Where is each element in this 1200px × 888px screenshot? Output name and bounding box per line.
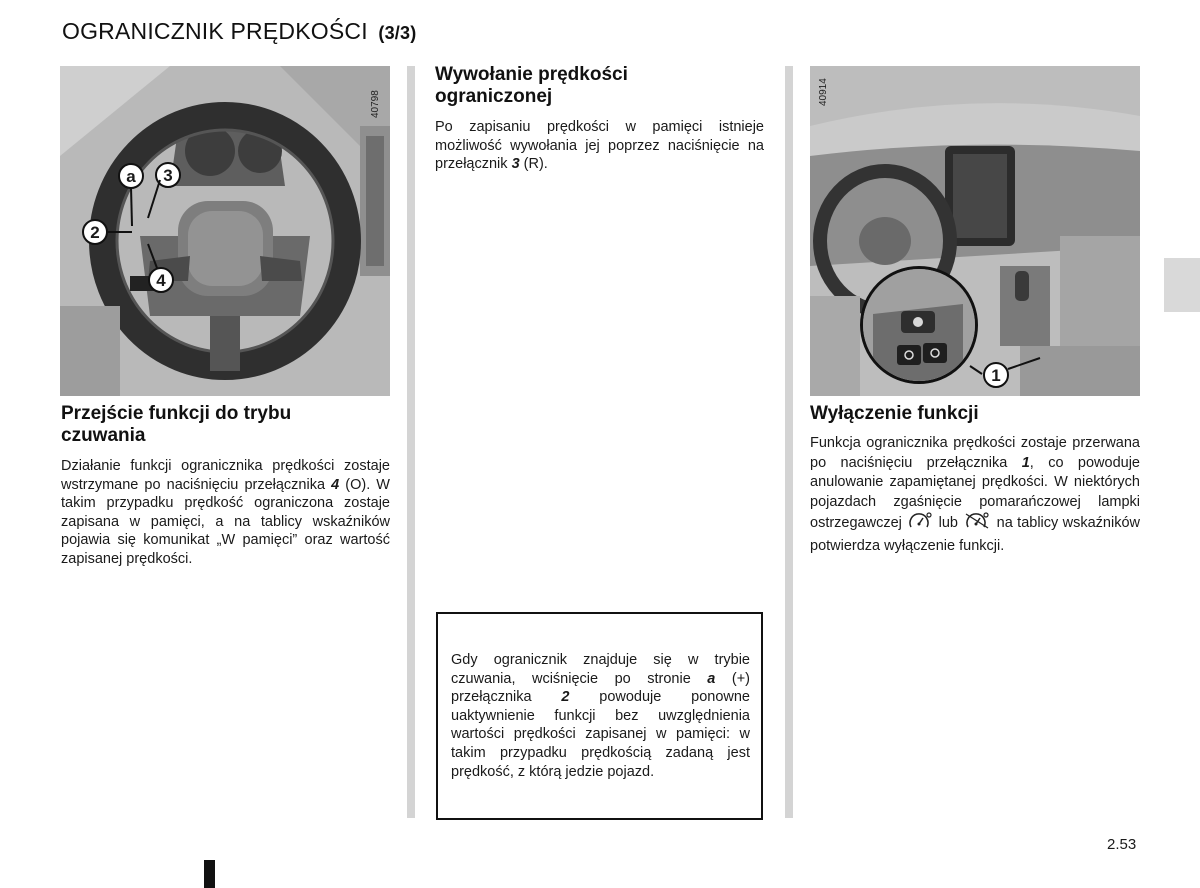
section-heading-disable: Wyłączenie funkcji: [810, 403, 979, 424]
recall-paragraph: [435, 118, 764, 174]
dashboard-illustration: [810, 66, 1140, 396]
page-title-main: OGRANICZNIK PRĘDKOŚCI: [62, 18, 368, 44]
note-box: [436, 612, 763, 820]
side-ref-a: a: [707, 670, 716, 687]
disable-paragraph: [810, 434, 1140, 557]
note-text-3: powoduje ponowne uaktywnienie funkcji bez uwzględnienia wartości prędkości zapisanej w pamięci: w takim przypadku prędkością zadaną jest prędkość, z którą jedzie pojazd.: [451, 689, 750, 780]
standby-text-1: Działanie funkcji ogranicznika prędkości zostaje wstrzymane po naciśnięciu przełącznika: [61, 458, 390, 493]
note-text-2: (+) przełącznika: [451, 670, 751, 706]
callout-3: 3: [155, 162, 181, 188]
speed-limiter-warning-icon: [964, 512, 990, 537]
print-crop-mark: [204, 860, 215, 888]
disable-text-4: na tablicy wskaźników potwierdza wyłączenie funkcji.: [810, 515, 1140, 554]
callout-leaders: [60, 66, 390, 396]
column-divider-right: [785, 66, 793, 818]
switch-ref-1: 1: [1021, 454, 1030, 471]
disable-text-2: , co powoduje anulowanie zapamiętanej prędkości. W niektórych pojazdach zgaśnięcie pomarańczowej lampki ostrzegawczej: [810, 454, 1140, 532]
note-text-1: Gdy ogranicznik znajduje się w trybie czuwania, wciśnięcie po stronie: [451, 652, 750, 687]
standby-paragraph: [61, 457, 390, 569]
disable-text-1: Funkcja ogranicznika prędkości zostaje przerwana po naciśnięciu przełącznika: [810, 435, 1140, 471]
switch-ref-2: 2: [561, 689, 570, 706]
section-heading-standby: Przejście funkcji do trybu czuwania: [61, 403, 292, 446]
figure-code: 40798: [370, 90, 381, 118]
callout-leader-1: [810, 66, 1140, 396]
chapter-thumb-tab: [1164, 258, 1200, 312]
section-heading-recall: Wywołanie prędkości ograniczonej: [435, 64, 628, 107]
page-number: 2.53: [1107, 836, 1137, 853]
column-divider-left: [407, 66, 415, 818]
callout-2: 2: [82, 219, 108, 245]
steering-wheel-illustration: [60, 66, 390, 396]
callout-a: a: [118, 163, 144, 189]
switch-ref-3: 3: [511, 156, 520, 173]
recall-text-2: (R).: [519, 156, 548, 173]
figure-code: 40914: [818, 78, 829, 106]
disable-text-3: lub: [934, 515, 963, 532]
page-title: [62, 18, 416, 45]
note-paragraph: [451, 651, 750, 781]
page-title-part: (3/3): [378, 23, 417, 43]
switch-ref-4: 4: [331, 476, 340, 493]
speed-limiter-warning-icon: [908, 512, 932, 537]
recall-text-1: Po zapisaniu prędkości w pamięci istnieje możliwość wywołania jej poprzez naciśnięcie na przełącznik: [435, 119, 764, 173]
standby-text-2: (O). W takim przypadku prędkość ograniczona zostaje zapisana w pamięci, a na tablicy wskaźników pojawia się komunikat „W pamięci” oraz wartość zapisanej prędkości.: [61, 476, 390, 567]
callout-1: 1: [983, 362, 1009, 388]
callout-4: 4: [148, 267, 174, 293]
